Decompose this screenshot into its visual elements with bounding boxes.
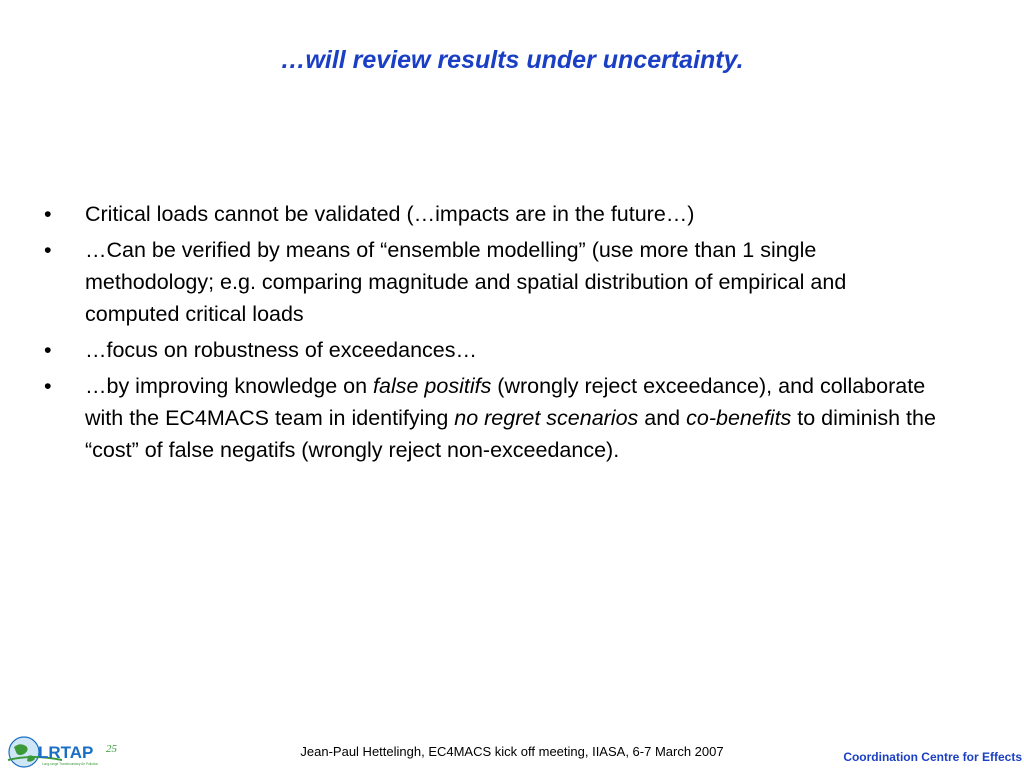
footer-organization: Coordination Centre for Effects <box>843 750 1022 764</box>
bullet-marker: • <box>44 202 52 226</box>
bullet-text <box>85 374 936 462</box>
italic-term-false-positifs: false positifs <box>373 374 492 398</box>
italic-term-no-regret-scenarios: no regret scenarios <box>454 406 639 430</box>
bullet-item <box>44 370 944 466</box>
bullet-marker: • <box>44 338 52 362</box>
logo-text: LRTAP <box>38 743 94 762</box>
logo-superscript: 25 <box>106 743 117 755</box>
bullet-text: …Can be verified by means of “ensemble modelling” (use more than 1 single methodology; e.g. comparing magnitude and spatial distribution of empirical and computed critical loads <box>85 238 847 326</box>
bullet-marker: • <box>44 238 52 262</box>
bullet-text-segment: (wrongly reject exceedance), and collaborate with the EC4MACS team in identifying <box>85 374 926 430</box>
bullet-marker: • <box>44 374 52 398</box>
bullet-text: Critical loads cannot be validated (…impacts are in the future…) <box>85 202 695 226</box>
italic-term-co-benefits: co-benefits <box>686 406 792 430</box>
bullet-list <box>44 198 944 470</box>
slide-title: …will review results under uncertainty. <box>280 46 744 74</box>
bullet-text-segment: …by improving knowledge on <box>85 374 374 398</box>
bullet-item <box>44 334 944 366</box>
footer-credit: Jean-Paul Hettelingh, EC4MACS kick off meeting, IIASA, 6-7 March 2007 <box>300 744 724 759</box>
bullet-text-segment: and <box>638 406 687 430</box>
bullet-item <box>44 198 944 230</box>
logo-tagline: Long-range Transboundary Air Pollution <box>42 762 99 766</box>
bullet-text-segment: to diminish the “cost” of false negatifs (wrongly reject non-exceedance). <box>85 406 936 462</box>
bullet-item <box>44 234 944 330</box>
bullet-text: …focus on robustness of exceedances… <box>85 338 477 362</box>
